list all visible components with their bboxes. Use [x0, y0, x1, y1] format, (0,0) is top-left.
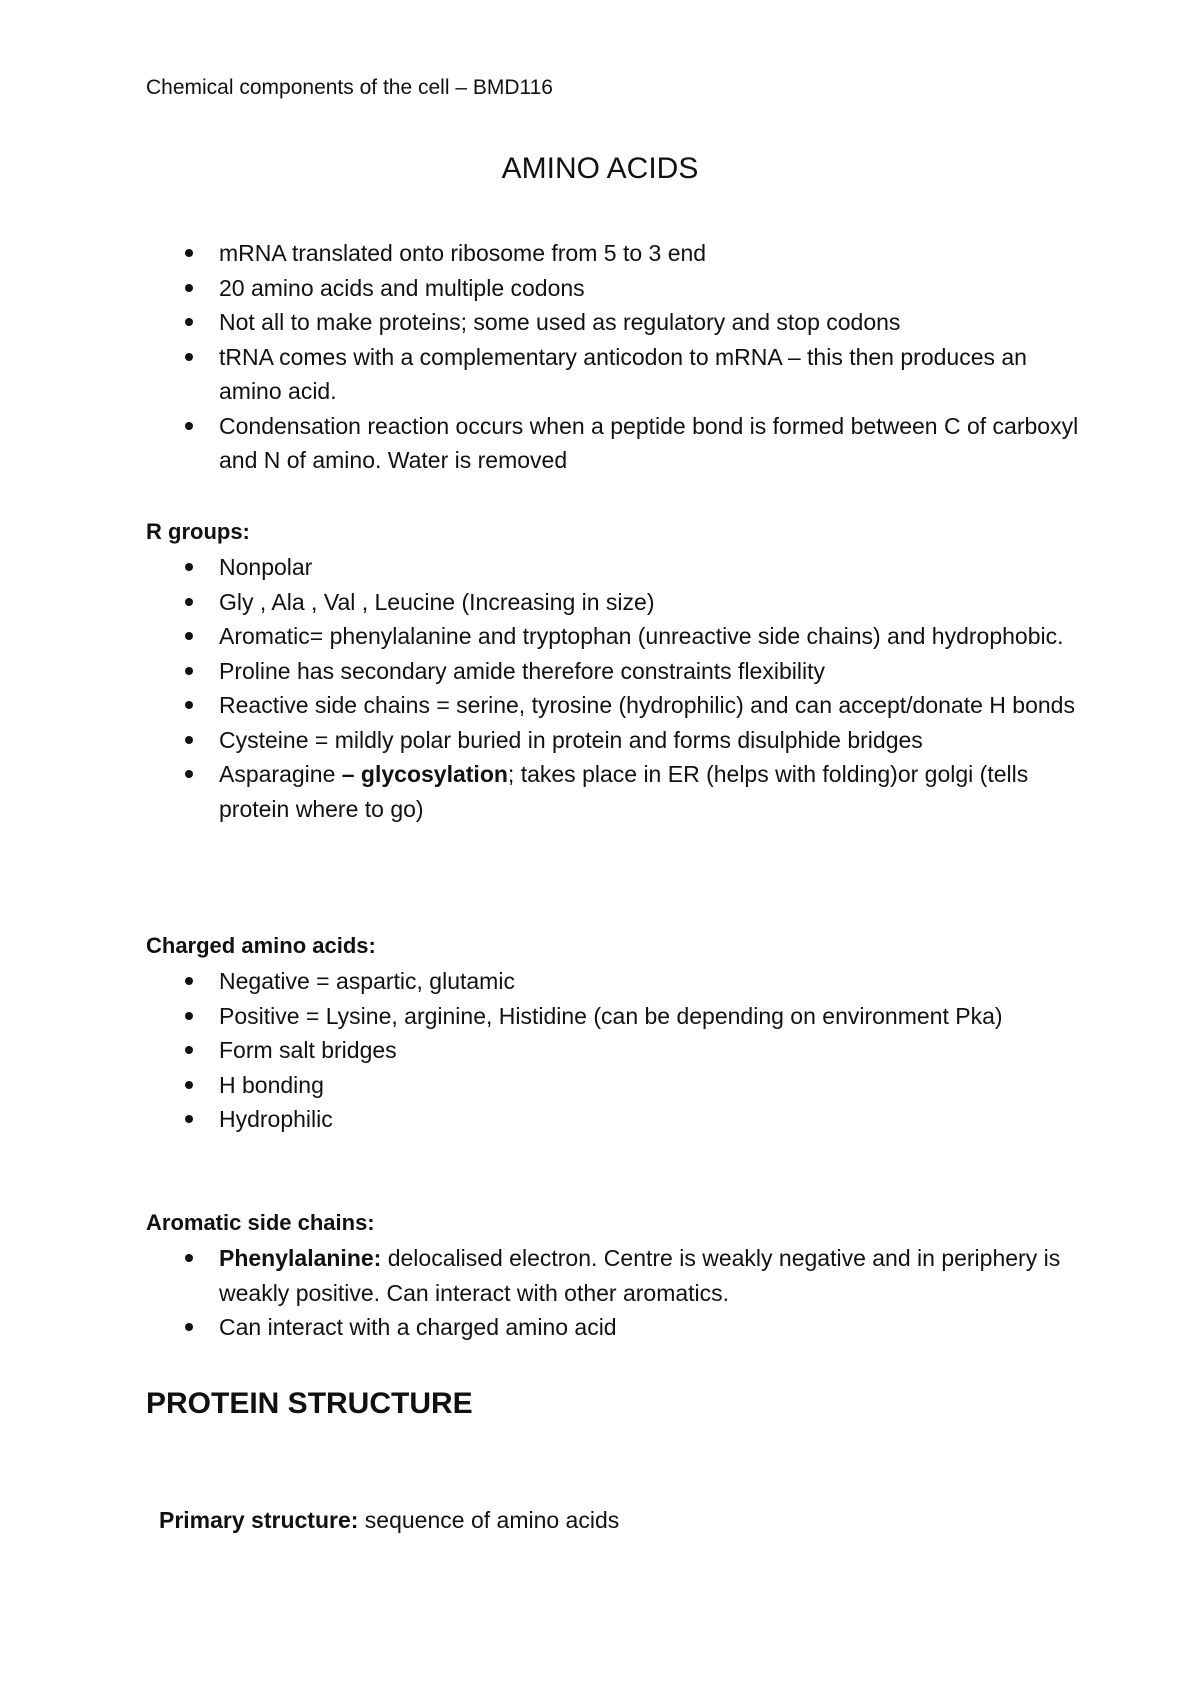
aromatic-bullet-list: [0, 1241, 1200, 1345]
bullet-icon: [185, 701, 193, 709]
bullet-icon: [185, 249, 193, 257]
r-groups-heading: R groups:: [146, 519, 250, 544]
primary-structure-text: sequence of amino acids: [358, 1507, 620, 1533]
running-header: Chemical components of the cell – BMD116: [146, 76, 553, 99]
bullet-icon: [185, 1115, 193, 1123]
bullet-icon: [185, 1081, 193, 1089]
primary-structure-label: Primary structure:: [159, 1507, 359, 1533]
bullet-icon: [185, 284, 193, 292]
list-item: 20 amino acids and multiple codons: [0, 271, 1200, 306]
bullet-icon: [185, 1323, 193, 1331]
bullet-icon: [185, 353, 193, 361]
r-groups-bullet-list: [0, 550, 1200, 826]
list-item: Negative = aspartic, glutamic: [0, 964, 1200, 999]
list-item: Form salt bridges: [0, 1033, 1200, 1068]
bullet-icon: [185, 632, 193, 640]
list-item: Proline has secondary amide therefore constraints flexibility: [0, 654, 1200, 689]
list-item: Reactive side chains = serine, tyrosine (hydrophilic) and can accept/donate H bonds: [0, 688, 1200, 723]
list-item: Nonpolar: [0, 550, 1200, 585]
bullet-icon: [185, 422, 193, 430]
list-item: Condensation reaction occurs when a peptide bond is formed between C of carboxyl and N of amino. Water is removed: [0, 409, 1200, 478]
protein-structure-heading: PROTEIN STRUCTURE: [146, 1387, 473, 1420]
list-item: Not all to make proteins; some used as regulatory and stop codons: [0, 305, 1200, 340]
bullet-icon: [185, 1254, 193, 1262]
aromatic-heading: Aromatic side chains:: [146, 1210, 375, 1235]
list-item: Gly , Ala , Val , Leucine (Increasing in size): [0, 585, 1200, 620]
bullet-icon: [185, 1012, 193, 1020]
phenylalanine-term: Phenylalanine:: [219, 1245, 382, 1271]
bullet-icon: [185, 1046, 193, 1054]
bullet-icon: [185, 598, 193, 606]
list-item: mRNA translated onto ribosome from 5 to 3 end: [0, 236, 1200, 271]
list-item: Can interact with a charged amino acid: [0, 1310, 1200, 1345]
list-item: Aromatic= phenylalanine and tryptophan (unreactive side chains) and hydrophobic.: [0, 619, 1200, 654]
bullet-icon: [185, 667, 193, 675]
list-item: H bonding: [0, 1068, 1200, 1103]
charged-bullet-list: [0, 964, 1200, 1137]
bullet-icon: [185, 770, 193, 778]
list-item-asparagine: Asparagine – glycosylation; takes place in ER (helps with folding)or golgi (tells protein where to go): [0, 757, 1200, 826]
charged-heading: Charged amino acids:: [146, 933, 376, 958]
list-item: tRNA comes with a complementary anticodon to mRNA – this then produces an amino acid.: [0, 340, 1200, 409]
primary-structure-line: [159, 1505, 619, 1535]
intro-bullet-list: [0, 236, 1200, 478]
glycosylation-term: – glycosylation: [341, 761, 508, 787]
list-item: Positive = Lysine, arginine, Histidine (can be depending on environment Pka): [0, 999, 1200, 1034]
bullet-icon: [185, 318, 193, 326]
bullet-icon: [185, 736, 193, 744]
bullet-icon: [185, 563, 193, 571]
bullet-icon: [185, 977, 193, 985]
list-item: Hydrophilic: [0, 1102, 1200, 1137]
list-item: Cysteine = mildly polar buried in protein and forms disulphide bridges: [0, 723, 1200, 758]
list-item-phenylalanine: Phenylalanine: delocalised electron. Centre is weakly negative and in periphery is weakly positive. Can interact with other aromatics.: [0, 1241, 1200, 1310]
page-title: AMINO ACIDS: [501, 152, 699, 185]
